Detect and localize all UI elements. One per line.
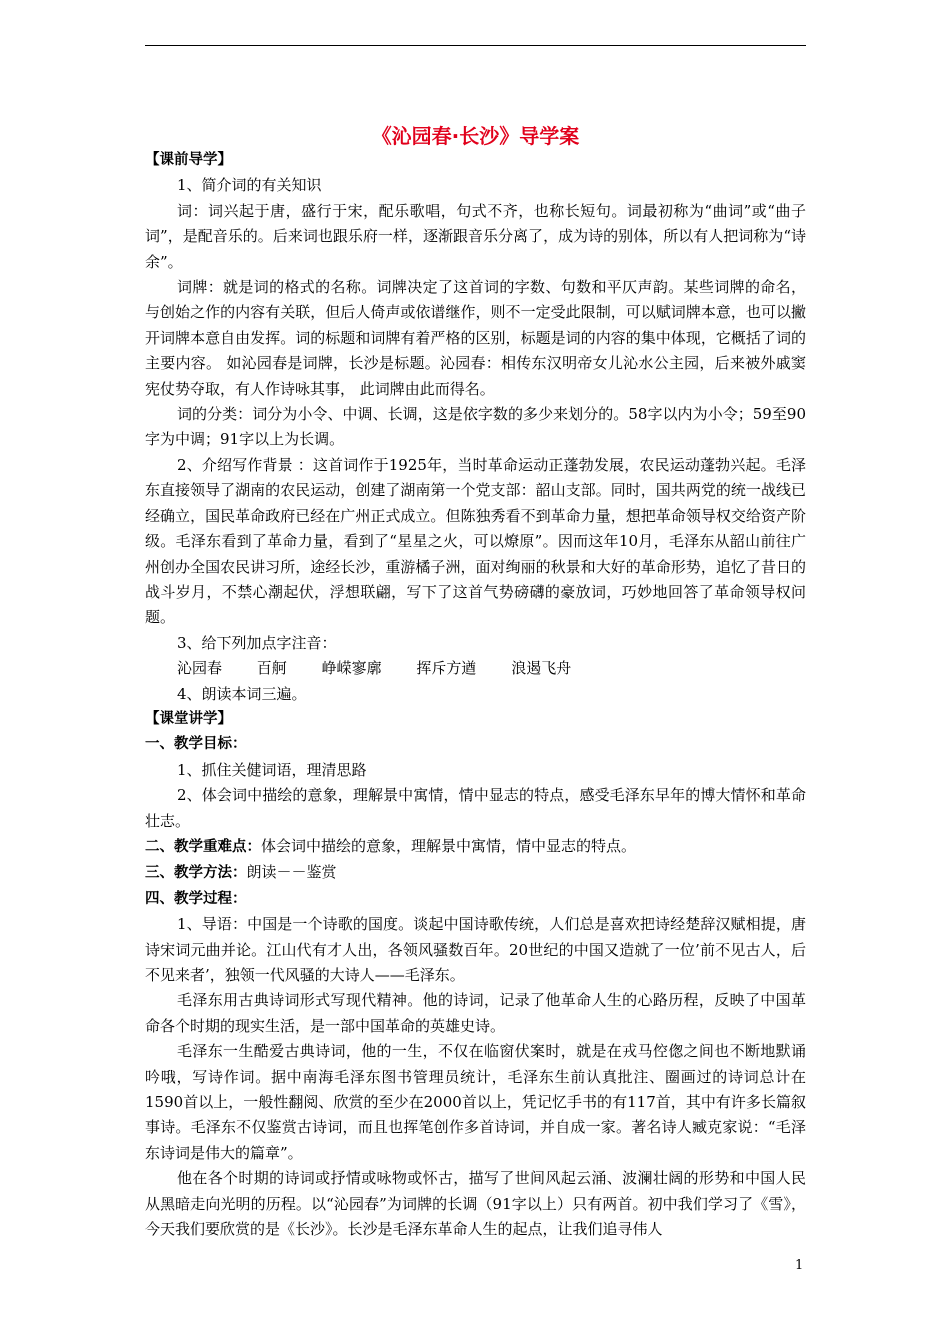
paragraph-3: 毛泽东一生酷爱古典诗词，他的一生，不仅在临窗伏案时，就是在戎马倥偬之间也不断地默诵吟哦，写诗作词。据中南海毛泽东图书管理员统计，毛泽东生前认真批注、圈画过的诗词总计在1590首以上，一般性翻阅、欣赏的至少在2000首以上，凭记忆手书的有117首，其中有许多长篇叙事诗。毛泽东不仅鉴赏古诗词，而且也挥笔创作多首诗词，并自成一家。著名诗人臧克家说：“毛泽东诗词是伟大的篇章”。 [145,1042,806,1162]
key-heading: 二、教学重难点： [145,838,261,855]
word-item: 浪遏飞舟 [511,659,572,678]
method-heading: 三、教学方法： [145,865,247,882]
cipai-definition: 词牌：就是词的格式的名称。词牌决定了这首词的字数、句数和平仄声韵。某些词牌的命名，与创始之作的内容有关联，但后人倚声或依谱继作，则不一定受此限制，可以赋词牌本意，也可以撇开词牌本意自由发挥。词的标题和词牌有着严格的区别，标题是词的内容的集中体现，它概括了词的主要内容。 如沁园春是词牌，长沙是标题。沁园春：相传东汉明帝女儿沁水公主园，后来被外戚窦宪仗势夺取，有人作诗咏其事， 此词牌由此而得名。 [145,278,806,398]
paragraph-4: 他在各个时期的诗词或抒情或咏物或怀古，描写了世间风起云涌、波澜壮阔的形势和中国人民从黑暗走向光明的历程。以“沁园春”为词牌的长调（91字以上）只有两首。初中我们学习了《雪》，今天我们要欣赏的是《长沙》。长沙是毛泽东革命人生的起点，让我们追寻伟人 [145,1169,806,1239]
document-title: 《沁园春·长沙》导学案 [371,124,580,148]
teaching-method [145,860,806,886]
goal-1: 1、抓住关健词语，理清思路 [177,760,367,779]
page-number: 1 [795,1258,804,1273]
ci-definition: 词：词兴起于唐，盛行于宋，配乐歌唱，句式不齐，也称长短句。词最初称为“曲词”或“曲子词”，是配音乐的。后来词也跟乐府一样，逐渐跟音乐分离了，成为诗的别体，所以有人把词称为“诗余”。 [145,201,806,271]
intro-paragraph: 1、导语：中国是一个诗歌的国度。谈起中国诗歌传统，人们总是喜欢把诗经楚辞汉赋相提，唐诗宋词元曲并论。江山代有才人出，各领风骚数百年。20世纪的中国又造就了一位’前不见古人，后不见来者’，独领一代风骚的大诗人——毛泽东。 [145,915,806,984]
section-heading-class: 【课堂讲学】 [145,710,232,727]
key-text: 体会词中描绘的意象，理解景中寓情，情中显志的特点。 [261,836,637,855]
word-item: 峥嵘寥廓 [321,659,382,678]
item-1: 1、简介词的有关知识 [177,176,322,195]
document-body [145,148,806,1242]
item-3: 3、给下列加点字注音： [177,633,337,652]
method-text: 朗读－－鉴赏 [246,863,337,882]
paragraph-2: 毛泽东用古典诗词形式写现代精神。他的诗词，记录了他革命人生的心路历程，反映了中国革命各个时期的现实生活，是一部中国革命的英雄史诗。 [145,991,806,1035]
word-item: 沁园春 [177,659,223,678]
item-4: 4、朗读本词三遍。 [177,684,307,703]
section-heading-pre: 【课前导学】 [145,152,232,168]
process-heading: 四、教学过程： [145,890,247,907]
pinyin-word-list [145,656,806,681]
goal-heading: 一、教学目标： [145,736,247,753]
ci-classification: 词的分类：词分为小令、中调、长调，这是依字数的多少来划分的。58字以内为小令；59至90字为中调；91字以上为长调。 [145,405,806,449]
writing-background: 2、介绍写作背景 ：这首词作于1925年，当时革命运动正蓬勃发展，农民运动蓬勃兴起。毛泽东直接领导了湖南的农民运动，创建了湖南第一个党支部：韶山支部。同时，国共两党的统一战线已经确立，国民革命政府已经在广州正式成立。但陈独秀看不到革命力量，想把革命领导权交给资产阶级。毛泽东看到了革命力量，看到了“星星之火，可以燎原”。因而这年10月，毛泽东从韶山前往广州创办全国农民讲习所，途经长沙，重游橘子洲，面对绚丽的秋景和大好的革命形势，追忆了昔日的战斗岁月，不禁心潮起伏，浮想联翩，写下了这首气势磅礴的豪放词，巧妙地回答了革命领导权问题。 [145,455,806,627]
word-item: 百舸 [256,659,287,678]
word-item: 挥斥方遒 [416,659,477,678]
key-points [145,834,806,860]
goal-2: 2、体会词中描绘的意象，理解景中寓情，情中显志的特点，感受毛泽东早年的博大情怀和革命壮志。 [145,786,806,830]
header-rule [145,45,806,46]
